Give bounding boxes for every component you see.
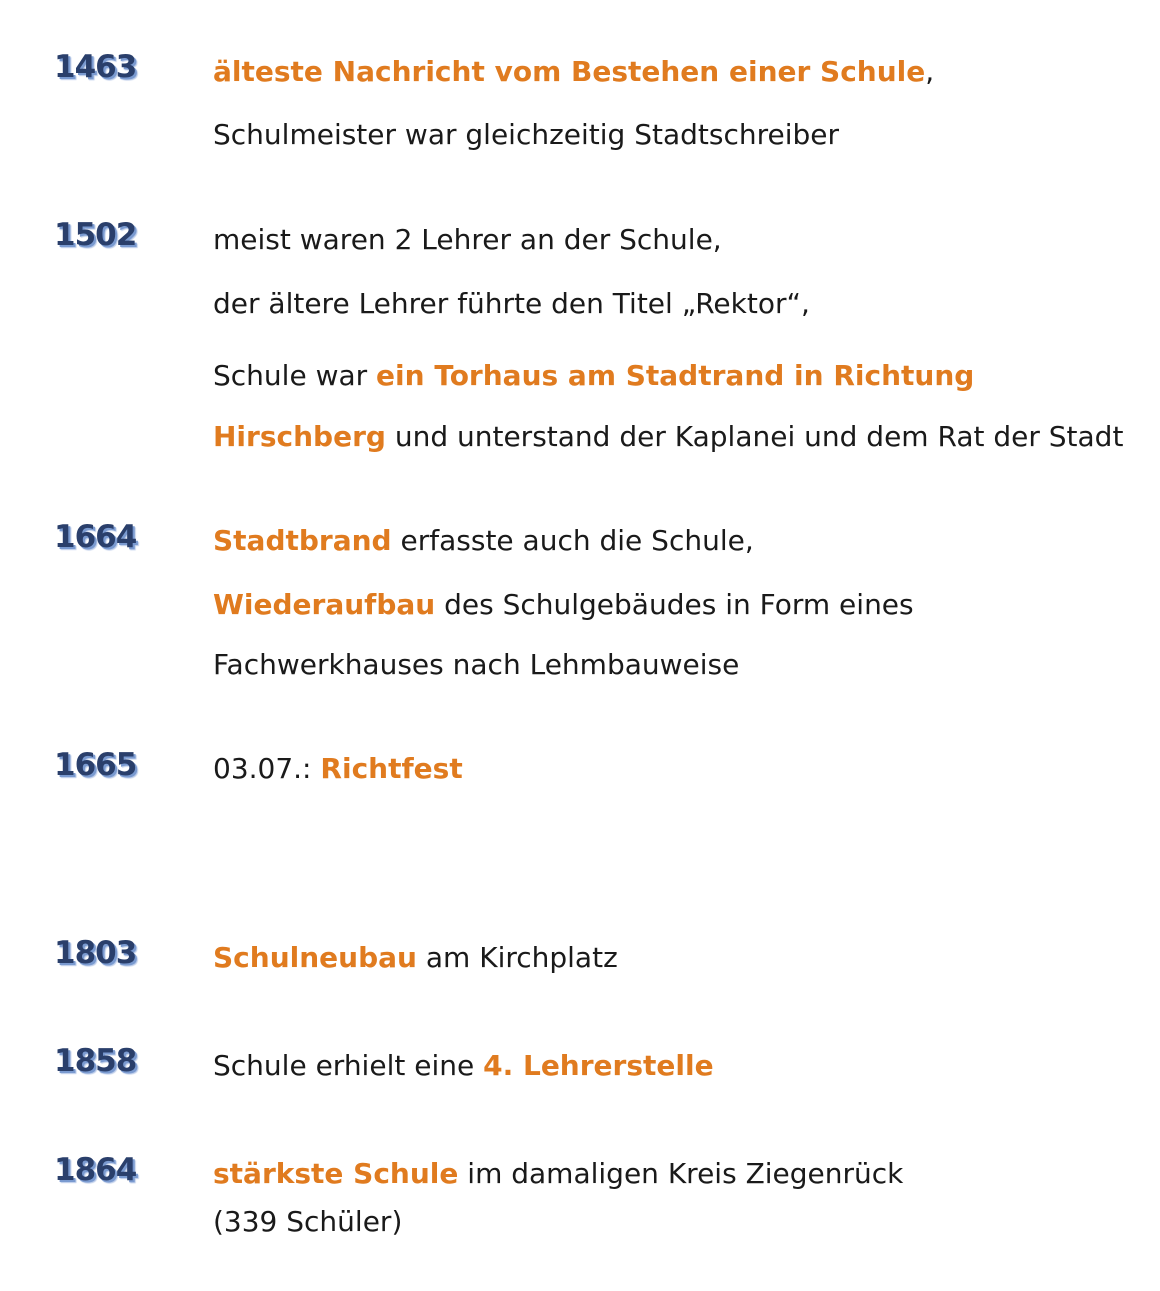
body-text: und unterstand der Kaplanei und dem Rat der Stadt <box>385 420 1124 453</box>
highlighted-text: ein Torhaus am Stadtrand in Richtung <box>376 359 975 392</box>
entry-line <box>213 359 975 392</box>
entry-line <box>213 55 935 88</box>
highlighted-text: Stadtbrand <box>213 524 392 557</box>
entry-line <box>213 223 722 256</box>
highlighted-text: Schulneubau <box>213 941 417 974</box>
entry-line <box>213 1049 714 1082</box>
entry-line <box>213 287 810 320</box>
highlighted-text: 4. Lehrerstelle <box>483 1049 714 1082</box>
highlighted-text: Wiederaufbau <box>213 588 436 621</box>
year-label: 1858 <box>54 1043 137 1079</box>
body-text: , <box>925 55 935 88</box>
entry-line <box>213 420 1124 453</box>
entry-line <box>213 1157 904 1190</box>
body-text: meist waren 2 Lehrer an der Schule, <box>213 223 722 256</box>
year-label: 1864 <box>54 1152 137 1188</box>
highlighted-text: stärkste Schule <box>213 1157 459 1190</box>
entry-line <box>213 941 618 974</box>
body-text: Schulmeister war gleichzeitig Stadtschreiber <box>213 118 840 151</box>
entry-line <box>213 752 463 785</box>
body-text: im damaligen Kreis Ziegenrück <box>458 1157 904 1190</box>
year-label: 1664 <box>54 519 137 555</box>
body-text: 03.07.: <box>213 752 321 785</box>
entry-line <box>213 1205 403 1238</box>
highlighted-text: älteste Nachricht vom Bestehen einer Schule <box>213 55 926 88</box>
year-label: 1665 <box>54 747 137 783</box>
year-label: 1502 <box>54 217 137 253</box>
body-text: (339 Schüler) <box>213 1205 403 1238</box>
body-text: am Kirchplatz <box>416 941 618 974</box>
body-text: Schule war <box>213 359 377 392</box>
entry-line <box>213 648 740 681</box>
body-text: des Schulgebäudes in Form eines <box>435 588 914 621</box>
year-label: 1803 <box>54 935 137 971</box>
year-label: 1463 <box>54 49 137 85</box>
entry-line <box>213 118 840 151</box>
highlighted-text: Richtfest <box>320 752 463 785</box>
entry-line <box>213 588 914 621</box>
body-text: der ältere Lehrer führte den Titel „Rektor“, <box>213 287 810 320</box>
body-text: Schule erhielt eine <box>213 1049 484 1082</box>
entry-line <box>213 524 754 557</box>
body-text: erfasste auch die Schule, <box>391 524 754 557</box>
body-text: Fachwerkhauses nach Lehmbauweise <box>213 648 740 681</box>
highlighted-text: Hirschberg <box>213 420 386 453</box>
